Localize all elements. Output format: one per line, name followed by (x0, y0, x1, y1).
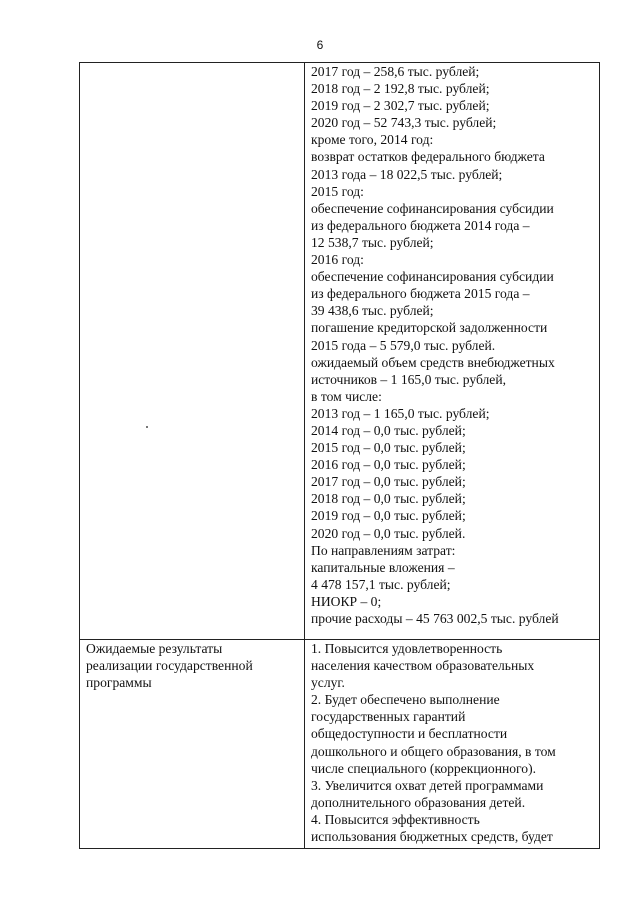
expected-result-text-line: государственных гарантий (311, 709, 466, 725)
funding-text-line: прочие расходы – 45 763 002,5 тыс. рублей (311, 611, 559, 626)
funding-text-line: 2020 год – 52 743,3 тыс. рублей; (311, 115, 497, 131)
funding-text-line: По направлениям затрат: (311, 542, 456, 558)
expected-result-text-line: общедоступности и бесплатности (311, 726, 508, 742)
expected-results-label-line: Ожидаемые результаты (86, 641, 223, 656)
expected-results-label-line: программы (86, 675, 152, 691)
funding-text-line: из федерального бюджета 2015 года – (311, 286, 530, 302)
funding-text-line: 2018 год – 2 192,8 тыс. рублей; (311, 81, 490, 97)
funding-text-line: в том числе: (311, 388, 382, 404)
funding-text-line: источников – 1 165,0 тыс. рублей, (311, 371, 507, 387)
funding-text-line: 2017 год – 258,6 тыс. рублей; (311, 64, 480, 79)
expected-result-text-line: использования бюджетных средств, будет (311, 829, 553, 845)
funding-text-line: ожидаемый объем средств внебюджетных (311, 354, 555, 370)
funding-text-line: погашение кредиторской задолженности (311, 320, 548, 336)
funding-label-cell (80, 63, 305, 640)
funding-text-line: возврат остатков федерального бюджета (311, 149, 545, 165)
expected-results-label-line: реализации государственной (86, 658, 253, 674)
table-row-funding (80, 63, 600, 640)
funding-text-line: кроме того, 2014 год: (311, 132, 434, 148)
expected-result-text-line: 4. Повысится эффективность (311, 811, 480, 827)
expected-results-label-lines (86, 640, 300, 691)
expected-result-text-line: дошкольного и общего образования, в том (311, 743, 556, 759)
funding-details-cell (305, 63, 600, 640)
expected-result-text-line: дополнительного образования детей. (311, 794, 526, 810)
expected-result-text-line: услуг. (311, 675, 345, 691)
program-passport-table (79, 62, 600, 849)
funding-label-text (86, 63, 300, 65)
expected-results-label-cell (80, 640, 305, 849)
funding-text-line: обеспечение софинансирования субсидии (311, 200, 554, 216)
expected-result-text-line: населения качеством образовательных (311, 658, 535, 674)
funding-text-line: из федерального бюджета 2014 года – (311, 217, 530, 233)
funding-text-line: НИОКР – 0; (311, 593, 382, 609)
funding-text-line: 39 438,6 тыс. рублей; (311, 303, 434, 319)
funding-text-line: 2017 год – 0,0 тыс. рублей; (311, 474, 466, 490)
funding-text-line: 2013 года – 18 022,5 тыс. рублей; (311, 166, 503, 182)
funding-details-lines (311, 63, 595, 627)
funding-text-line: 2015 года – 5 579,0 тыс. рублей. (311, 337, 496, 353)
funding-text-line: 4 478 157,1 тыс. рублей; (311, 576, 451, 592)
expected-result-text-line: 3. Увеличится охват детей программами (311, 777, 544, 793)
funding-text-line: 2013 год – 1 165,0 тыс. рублей; (311, 405, 490, 421)
expected-results-details-cell (305, 640, 600, 849)
funding-text-line: 12 538,7 тыс. рублей; (311, 234, 434, 250)
expected-result-text-line: числе специального (коррекционного). (311, 760, 537, 776)
funding-text-line: 2015 год – 0,0 тыс. рублей; (311, 440, 466, 456)
funding-text-line: 2019 год – 2 302,7 тыс. рублей; (311, 98, 490, 114)
funding-text-line: 2014 год – 0,0 тыс. рублей; (311, 422, 466, 438)
funding-text-line: 2019 год – 0,0 тыс. рублей; (311, 508, 466, 524)
expected-result-text-line: 2. Будет обеспечено выполнение (311, 692, 500, 708)
funding-text-line: обеспечение софинансирования субсидии (311, 269, 554, 285)
funding-text-line: 2016 год – 0,0 тыс. рублей; (311, 457, 466, 473)
funding-text-line: капитальные вложения – (311, 559, 455, 575)
expected-results-details-lines (311, 640, 595, 845)
funding-text-line: 2020 год – 0,0 тыс. рублей. (311, 525, 466, 541)
funding-text-line: 2018 год – 0,0 тыс. рублей; (311, 491, 466, 507)
page-number: 6 (316, 38, 324, 52)
funding-text-line: 2016 год: (311, 252, 364, 268)
table-row-expected-results (80, 640, 600, 849)
funding-text-line: 2015 год: (311, 183, 364, 199)
expected-result-text-line: 1. Повысится удовлетворенность (311, 641, 503, 656)
